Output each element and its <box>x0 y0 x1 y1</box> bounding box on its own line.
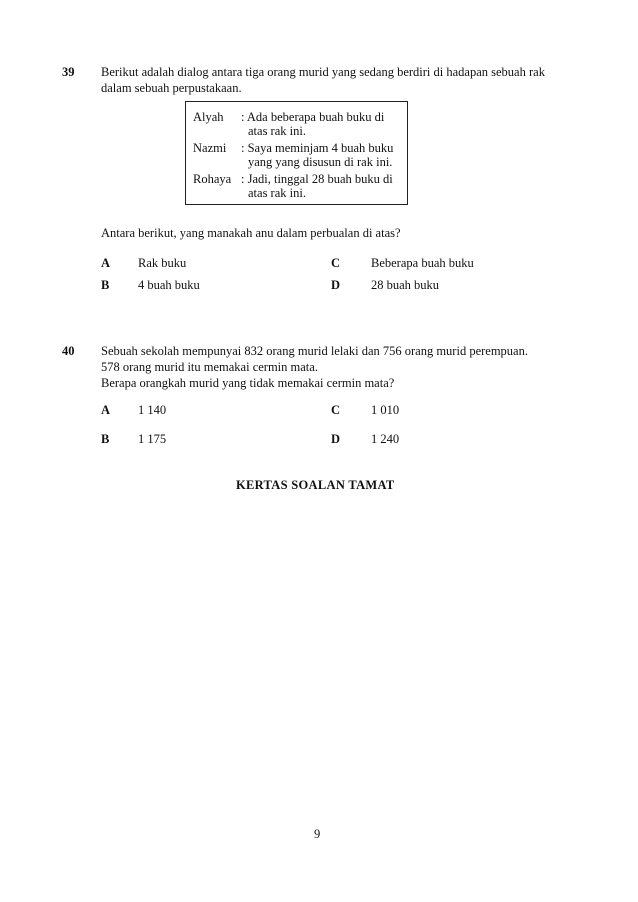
q39-option-c-text[interactable]: Beberapa buah buku <box>371 256 474 270</box>
q39-number: 39 <box>62 65 75 79</box>
dialog-speaker: Rohaya <box>193 172 232 186</box>
q39-stem-line1: Berikut adalah dialog antara tiga orang murid yang sedang berdiri di hadapan sebuah rak <box>101 65 545 79</box>
q40-option-c-text[interactable]: 1 010 <box>371 403 400 417</box>
q39-option-d-text[interactable]: 28 buah buku <box>371 278 440 292</box>
q40-option-b-text[interactable]: 1 175 <box>138 432 167 446</box>
q39-stem-line2: dalam sebuah perpustakaan. <box>101 81 242 95</box>
q39-option-d-letter[interactable]: D <box>331 278 341 292</box>
q40-option-c-letter[interactable]: C <box>331 403 341 417</box>
q39-option-b-letter[interactable]: B <box>101 278 110 292</box>
q40-number: 40 <box>62 344 75 358</box>
dialog-speaker: Alyah <box>193 110 224 124</box>
q40-option-a-letter[interactable]: A <box>101 403 111 417</box>
q39-question: Antara berikut, yang manakah anu dalam perbualan di atas? <box>101 226 401 240</box>
q40-option-b-letter[interactable]: B <box>101 432 110 446</box>
q39-option-a-letter[interactable]: A <box>101 256 111 270</box>
q40-option-a-text[interactable]: 1 140 <box>138 403 167 417</box>
dialog-text: : Saya meminjam 4 buah buku <box>241 141 394 155</box>
q39-dialog-box <box>185 101 408 205</box>
q40-option-d-text[interactable]: 1 240 <box>371 432 400 446</box>
q39-option-b-text[interactable]: 4 buah buku <box>138 278 200 292</box>
q39-option-a-text[interactable]: Rak buku <box>138 256 187 270</box>
q40-stem-line2: 578 orang murid itu memakai cermin mata. <box>101 360 318 374</box>
dialog-text: atas rak ini. <box>248 124 306 138</box>
page-number: 9 <box>314 827 321 841</box>
q40-stem-line1: Sebuah sekolah mempunyai 832 orang murid lelaki dan 756 orang murid perempuan. <box>101 344 528 358</box>
q40-stem-line3: Berapa orangkah murid yang tidak memakai cermin mata? <box>101 376 395 390</box>
end-of-paper-label: KERTAS SOALAN TAMAT <box>236 478 395 492</box>
dialog-text: atas rak ini. <box>248 186 306 200</box>
dialog-text: yang yang disusun di rak ini. <box>248 155 393 169</box>
dialog-text: : Jadi, tinggal 28 buah buku di <box>241 172 393 186</box>
q40-option-d-letter[interactable]: D <box>331 432 341 446</box>
dialog-speaker: Nazmi <box>193 141 227 155</box>
dialog-text: : Ada beberapa buah buku di <box>241 110 385 124</box>
q39-option-c-letter[interactable]: C <box>331 256 341 270</box>
